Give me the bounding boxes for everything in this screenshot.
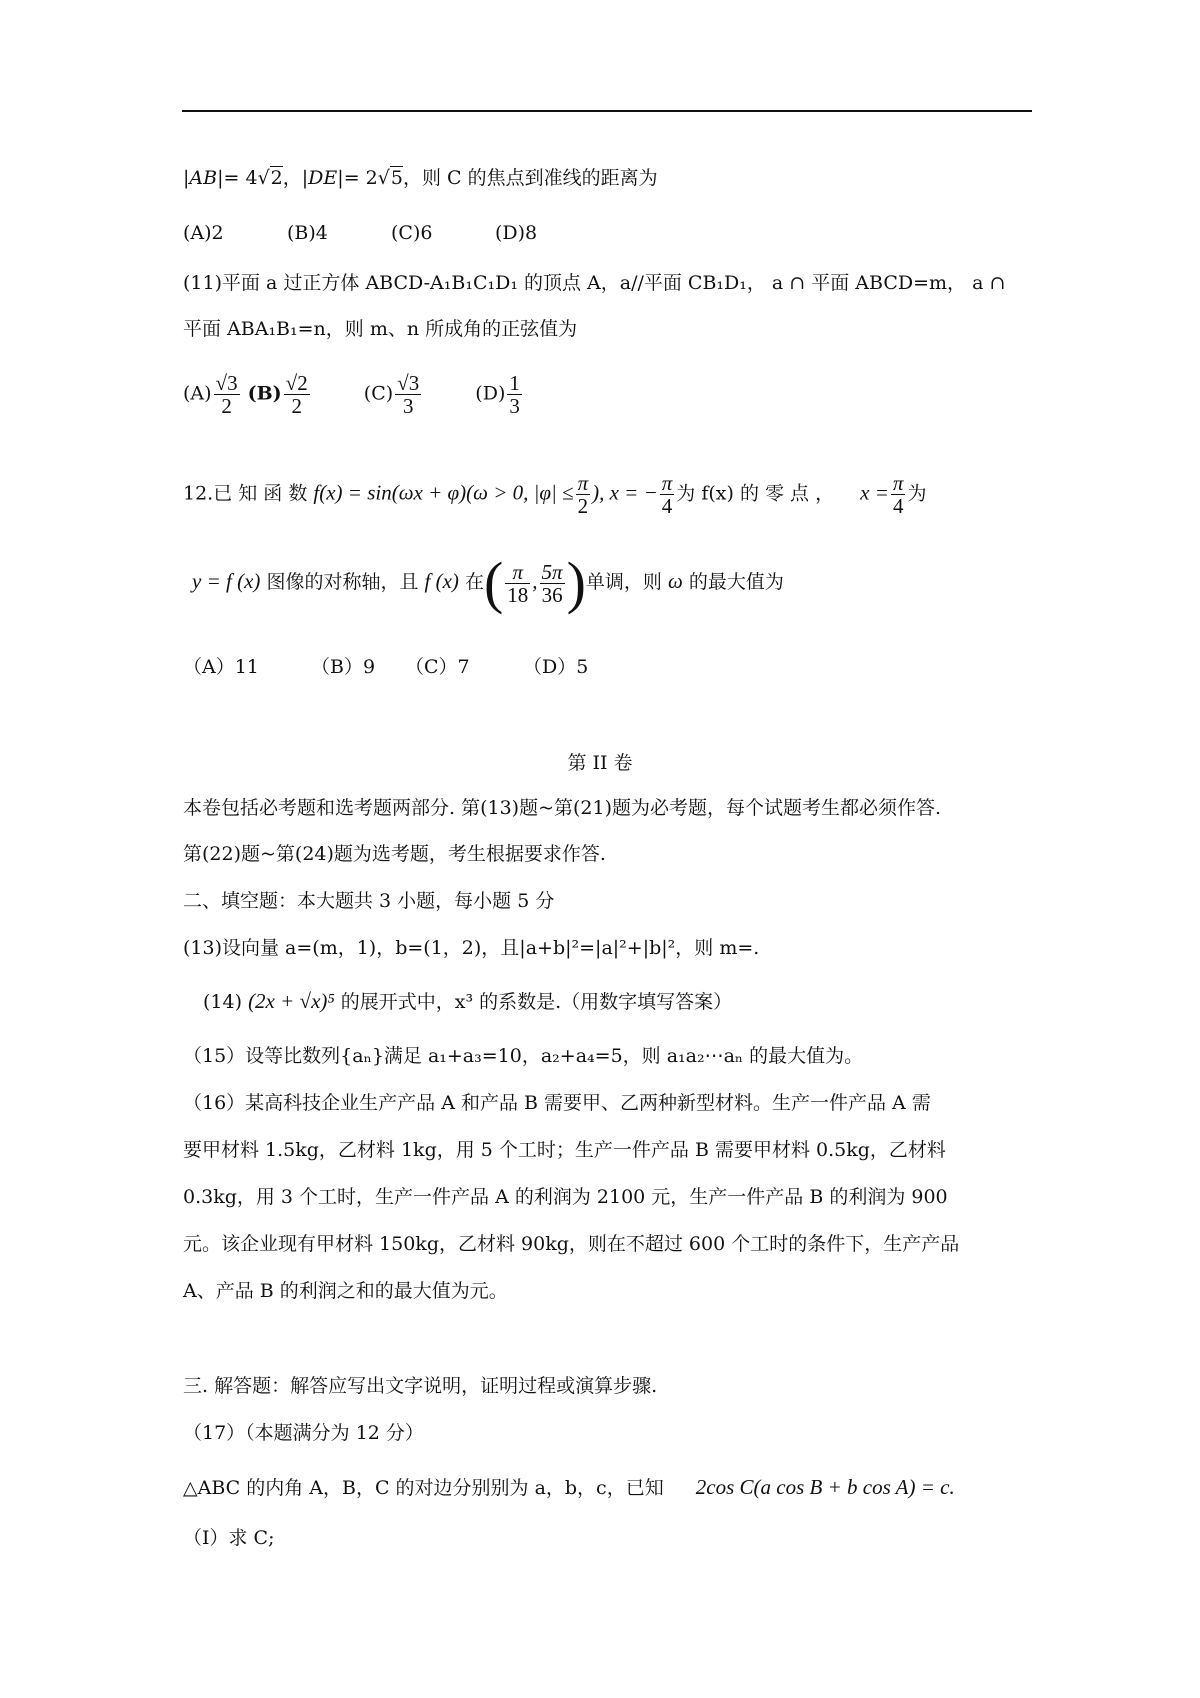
- top-rule: [182, 110, 1032, 112]
- fraction: $\frac{\pi}{4}$: [661, 471, 673, 519]
- option: (C)6: [391, 222, 433, 244]
- q16-line: 元。该企业现有甲材料 150kg，乙材料 90kg，则在不超过 600 个工时的条件下，生产产品: [183, 1233, 960, 1255]
- q17-part1: （I）求 C;: [183, 1527, 275, 1549]
- fx: f (x): [424, 569, 459, 594]
- q17-text: △ABC 的内角 A，B，C 的对边分别别为 a，b，c，已知: [183, 1477, 664, 1499]
- ab-eq: = 4: [223, 167, 258, 189]
- omega: ω: [667, 569, 683, 594]
- q14-expr: (2x + √x)⁵: [248, 989, 335, 1013]
- de-label: |DE|: [301, 167, 344, 189]
- section-answer: 三. 解答题：解答应写出文字说明，证明过程或演算步骤.: [183, 1375, 658, 1397]
- q12-line1: [183, 472, 926, 517]
- option-label: (C): [363, 382, 394, 405]
- ab-root: 2: [270, 167, 283, 189]
- q10-line: |AB|= 4√2，|DE|= 2√5，则 C 的焦点到准线的距离为: [183, 167, 658, 189]
- q17-body: [183, 1474, 955, 1501]
- option-label: (D): [475, 382, 506, 405]
- fraction: $\frac{√3}{3}$: [397, 371, 420, 419]
- q12-options: [183, 656, 588, 680]
- fraction: $\frac{√3}{2}$: [215, 371, 238, 419]
- part2-title: 第 II 卷: [567, 752, 633, 774]
- option: （A）11: [183, 656, 259, 678]
- option: （D）5: [523, 656, 589, 678]
- section-fill-in: 二、填空题：本大题共 3 小题，每小题 5 分: [183, 890, 555, 912]
- q14-num: (14): [203, 991, 243, 1013]
- de-root: 5: [390, 167, 403, 189]
- q12-zero-text: 为 f(x) 的 零 点 ，: [676, 482, 835, 505]
- q11-options: [183, 372, 524, 417]
- fraction: $\frac{√2}{2}$: [285, 371, 308, 419]
- q12-mid: ), x = −: [592, 480, 658, 505]
- q12-func: f(x) = sin(ωx + φ)(ω > 0, |φ| ≤: [313, 480, 574, 505]
- q12-text: 图像的对称轴，且: [266, 571, 419, 594]
- fraction: $\frac{\pi}{18}$: [507, 559, 529, 607]
- q10-tail: ，则 C 的焦点到准线的距离为: [402, 167, 658, 189]
- q16-line: 0.3kg，用 3 个工时，生产一件产品 A 的利润为 2100 元，生产一件产品 B 的利润为 900: [183, 1186, 948, 1208]
- option-label: (A): [183, 382, 212, 405]
- q13: (13)设向量 a=(m，1)，b=(1，2)，且|a+b|²=|a|²+|b|²，则 m=.: [183, 937, 760, 959]
- option: （B）9: [311, 656, 376, 678]
- q14: [203, 988, 732, 1015]
- fraction: $\frac{1}{3}$: [509, 371, 520, 419]
- q10-options: [183, 222, 537, 246]
- option: （C）7: [405, 656, 470, 678]
- q12-text: 在: [464, 571, 484, 594]
- fraction: $\frac{5\pi}{36}$: [541, 559, 563, 607]
- q12-text: 单调，则: [585, 571, 662, 594]
- option: (D)8: [495, 222, 538, 244]
- fraction: $\frac{\pi}{4}$: [892, 471, 904, 519]
- fraction: $\frac{\pi}{2}$: [577, 471, 589, 519]
- q14-text: 的展开式中，x³ 的系数是.（用数字填写答案）: [340, 991, 733, 1013]
- q12-text: 的最大值为: [688, 571, 784, 594]
- intro-line1: 本卷包括必考题和选考题两部分. 第(13)题~第(21)题为必考题，每个试题考生都必须作答.: [183, 797, 942, 819]
- q16-line: 要甲材料 1.5kg，乙材料 1kg，用 5 个工时；生产一件产品 B 需要甲材料 0.5kg，乙材料: [183, 1139, 946, 1161]
- q11-line2: 平面 ABA₁B₁=n，则 m、n 所成角的正弦值为: [183, 318, 578, 340]
- q11-line1: (11)平面 a 过正方体 ABCD-A₁B₁C₁D₁ 的顶点 A，a//平面 CB₁D₁， a ∩ 平面 ABCD=m， a ∩: [183, 272, 1006, 294]
- q12-x-eq: x =: [860, 480, 889, 505]
- de-eq: = 2: [343, 167, 378, 189]
- intro-line2: 第(22)题~第(24)题为选考题，考生根据要求作答.: [183, 843, 606, 865]
- q16-line: （16）某高科技企业生产产品 A 和产品 B 需要甲、乙两种新型材料。生产一件产品 A 需: [183, 1092, 931, 1114]
- ab-label: |AB|: [183, 167, 224, 189]
- q17-equation: 2cos C(a cos B + b cos A) = c.: [695, 1475, 955, 1499]
- q15: （15）设等比数列{aₙ}满足 a₁+a₃=10，a₂+a₄=5，则 a₁a₂⋯aₙ 的最大值为。: [183, 1045, 864, 1067]
- option: (A)2: [183, 222, 224, 244]
- option-label: (B): [247, 382, 282, 405]
- option: (B)4: [287, 222, 328, 244]
- q12-wei: 为: [907, 482, 927, 505]
- q12-line2: y = f (x) 图像的对称轴，且 f (x) 在( $\frac{\pi}{18}$ , $\frac{5\pi}{36}$ )单调，则 ω 的最大值为: [192, 550, 784, 615]
- comma: ，: [282, 167, 302, 189]
- y-eq: y = f (x): [192, 569, 261, 594]
- q12-prefix: 12.已 知 函 数: [183, 482, 308, 505]
- q17-head: （17）（本题满分为 12 分）: [183, 1422, 424, 1444]
- q16-line: A、产品 B 的利润之和的最大值为元。: [183, 1280, 508, 1302]
